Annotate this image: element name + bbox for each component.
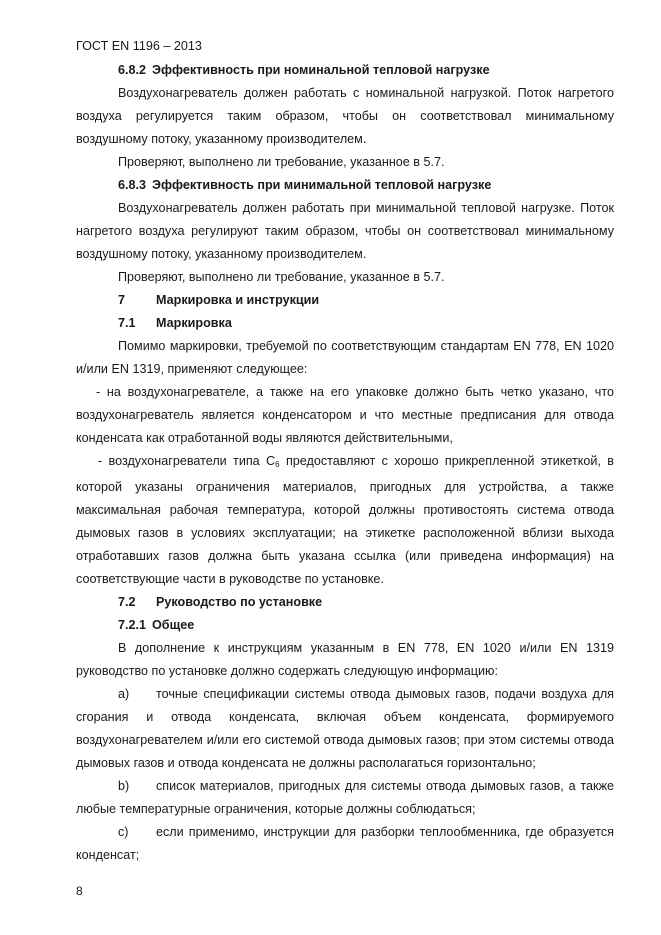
subscript: 6 <box>275 460 280 469</box>
paragraph: Воздухонагреватель должен работать с номинальной нагрузкой. Поток нагретого воздуха регулируется таким образом, чтобы он соответствовал минимальному воздушному потоку, указанному производителем. <box>76 86 614 146</box>
paragraph: В дополнение к инструкциям указанным в EN 778, EN 1020 и/или EN 1319 руководство по установке должно содержать следующую информацию: <box>76 641 614 678</box>
page-number: 8 <box>76 884 83 898</box>
section-title: Эффективность при минимальной тепловой нагрузке <box>152 178 492 192</box>
list-item <box>76 775 614 821</box>
list-item-text: список материалов, пригодных для системы отвода дымовых газов, а также любые температурные ограничения, которые должны соблюдаться; <box>76 779 614 816</box>
list-item: - на воздухонагревателе, а также на его упаковке должно быть четко указано, что воздухонагреватель является конденсатором и что местные предписания для отвода конденсата как отработанной воды являются действительными, <box>76 385 614 445</box>
list-item-text: точные спецификации системы отвода дымовых газов, подачи воздуха для сгорания и отвода конденсата, включая объем конденсата, формируемого воздухонагревателем и/или его системой отвода дымовых газов; при этом системы отвода дымовых газов и отвода конденсата не должны располагаться горизонтально; <box>76 687 614 770</box>
list-item-text: если применимо, инструкции для разборки теплообменника, где образуется конденсат; <box>76 825 614 862</box>
section-heading-7-2 <box>76 591 614 614</box>
section-title: Эффективность при номинальной тепловой нагрузке <box>152 63 490 77</box>
document-page <box>76 36 614 867</box>
paragraph: Помимо маркировки, требуемой по соответствующим стандартам EN 778, EN 1020 и/или EN 1319, применяют следующее: <box>76 339 614 376</box>
list-item-label: b) <box>118 779 130 793</box>
bullet-text-pre: - воздухонагреватели типа C <box>98 454 276 468</box>
section-heading-6-8-2 <box>76 59 614 82</box>
section-number: 6.8.3 <box>118 178 147 192</box>
section-number: 7.2 <box>118 595 136 609</box>
bullet-text-post: предоставляют с хорошо прикрепленной этикеткой, в которой указаны ограничения материалов, пригодных для устройства, а также максимальная рабочая температура, которой должны противостоять система отвода дымовых газов в условиях эксплуатации; на этикетке расположенной вблизи выхода отработавших газов должна быть указана ссылка (или приведена информация) на соответствующие части в руководстве по установке. <box>76 454 614 586</box>
section-title: Руководство по установке <box>156 595 323 609</box>
document-header: ГОСТ EN 1196 – 2013 <box>76 39 202 53</box>
list-item <box>76 683 614 775</box>
section-number: 7.2.1 <box>118 618 147 632</box>
paragraph: Проверяют, выполнено ли требование, указанное в 5.7. <box>118 270 445 284</box>
section-heading-7 <box>76 289 614 312</box>
section-number: 6.8.2 <box>118 63 147 77</box>
section-title: Общее <box>152 618 195 632</box>
list-item <box>76 450 614 591</box>
section-heading-7-1 <box>76 312 614 335</box>
section-title: Маркировка и инструкции <box>156 293 320 307</box>
section-heading-6-8-3 <box>76 174 614 197</box>
section-title: Маркировка <box>156 316 232 330</box>
section-number: 7 <box>118 293 126 307</box>
section-number: 7.1 <box>118 316 136 330</box>
list-item-label: с) <box>118 825 129 839</box>
list-item <box>76 821 614 867</box>
list-item-label: а) <box>118 687 130 701</box>
paragraph: Воздухонагреватель должен работать при минимальной тепловой нагрузке. Поток нагретого воздуха регулируют таким образом, чтобы он соответствовал минимальному воздушному потоку, указанному производителем. <box>76 201 614 261</box>
section-heading-7-2-1 <box>76 614 614 637</box>
paragraph: Проверяют, выполнено ли требование, указанное в 5.7. <box>118 155 445 169</box>
